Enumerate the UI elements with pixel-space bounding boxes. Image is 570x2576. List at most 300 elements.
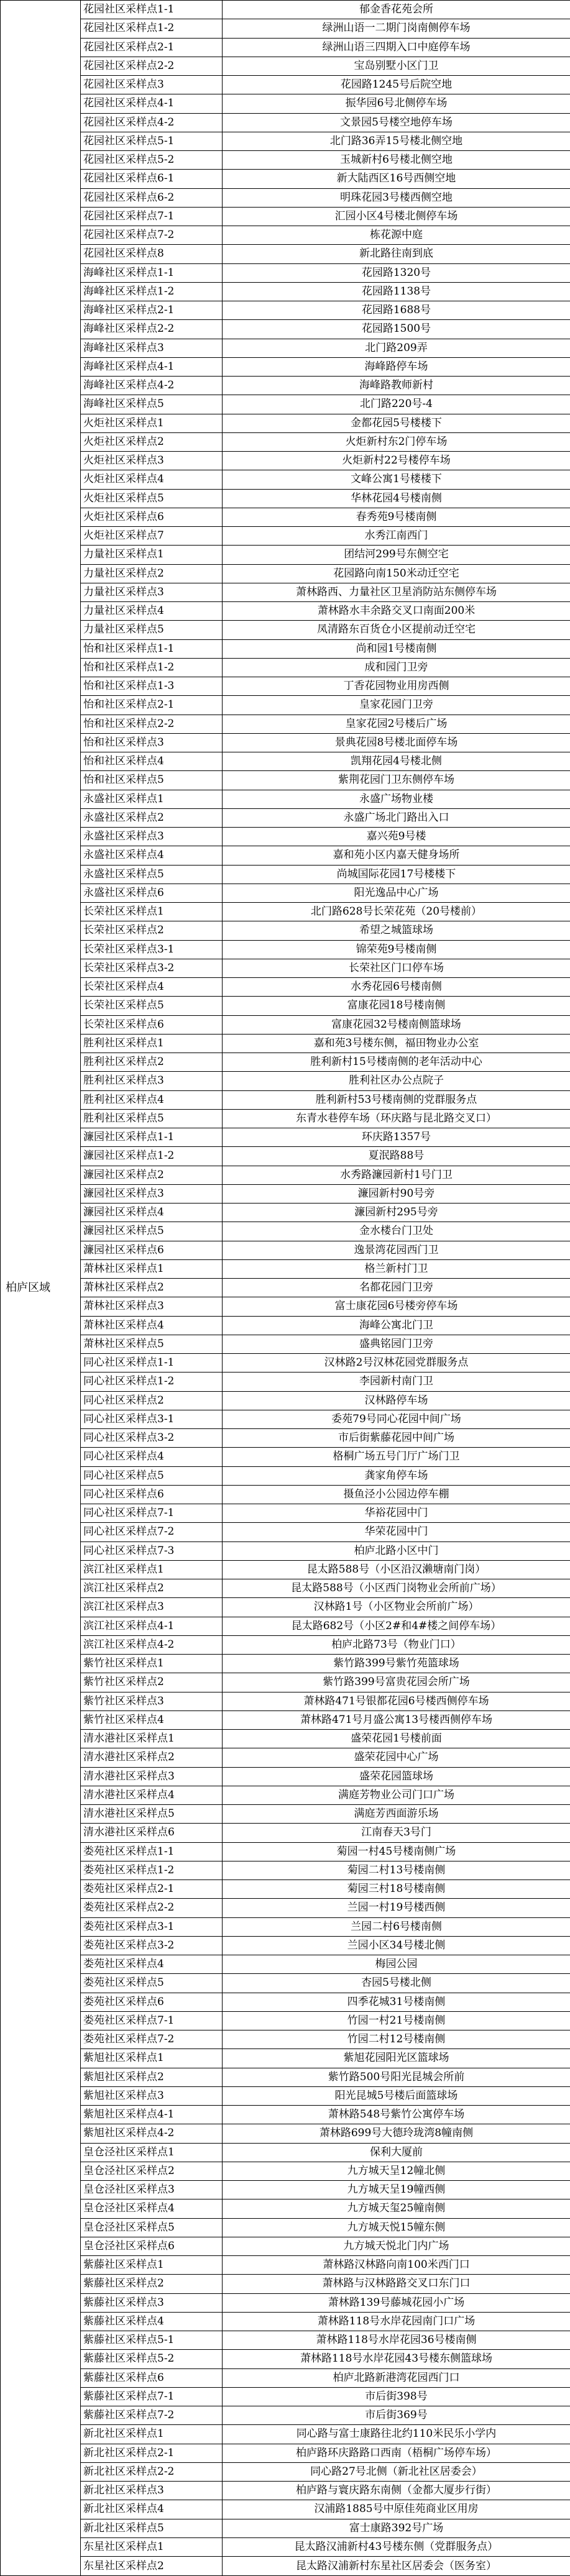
sampling-point-name: 新北社区采样点1 xyxy=(81,2425,223,2444)
table-row xyxy=(1,1259,570,1278)
table-row xyxy=(1,2256,570,2275)
table-row xyxy=(1,1015,570,1034)
table-row xyxy=(1,113,570,132)
sampling-point-name: 花园社区采样点4-1 xyxy=(81,94,223,113)
sampling-point-name: 火炬社区采样点5 xyxy=(81,489,223,508)
sampling-point-name: 长荣社区采样点3-2 xyxy=(81,959,223,977)
table-row xyxy=(1,1673,570,1692)
sampling-point-address: 汉林路2号汉林花园党群服务点 xyxy=(223,1354,570,1372)
sampling-point-address: 摄鱼泾小公园边停车棚 xyxy=(223,1485,570,1504)
table-row xyxy=(1,320,570,339)
table-row xyxy=(1,2237,570,2255)
sampling-point-name: 新北社区采样点5 xyxy=(81,2519,223,2537)
sampling-point-name: 娄苑社区采样点2-2 xyxy=(81,1899,223,1917)
sampling-point-address: 凯翔花园4号楼北侧 xyxy=(223,752,570,771)
table-row xyxy=(1,2199,570,2218)
sampling-point-address: 花园路1688号 xyxy=(223,301,570,320)
sampling-point-address: 紫旭花园阳光区篮球场 xyxy=(223,2049,570,2068)
table-row xyxy=(1,1730,570,1748)
table-row xyxy=(1,1204,570,1222)
sampling-point-name: 清水港社区采样点3 xyxy=(81,1767,223,1786)
table-row xyxy=(1,395,570,414)
sampling-point-name: 皇仓泾社区采样点6 xyxy=(81,2237,223,2255)
table-row xyxy=(1,790,570,808)
table-row xyxy=(1,2519,570,2537)
table-row xyxy=(1,2368,570,2387)
table-row xyxy=(1,1053,570,1072)
sampling-point-name: 紫竹社区采样点4 xyxy=(81,1710,223,1729)
table-row xyxy=(1,1466,570,1485)
sampling-point-name: 怡和社区采样点2-1 xyxy=(81,696,223,715)
table-row xyxy=(1,1899,570,1917)
table-row xyxy=(1,1861,570,1879)
sampling-point-name: 长荣社区采样点1 xyxy=(81,903,223,921)
table-row xyxy=(1,2331,570,2350)
sampling-point-address: 萧林路118号水岸花园36号楼南侧 xyxy=(223,2331,570,2350)
table-row xyxy=(1,2049,570,2068)
table-row xyxy=(1,808,570,827)
sampling-point-address: 东青水巷停车场（环庆路与昆北路交叉口） xyxy=(223,1109,570,1128)
sampling-point-name: 永盛社区采样点6 xyxy=(81,884,223,902)
sampling-point-name: 紫藤社区采样点6 xyxy=(81,2368,223,2387)
sampling-point-address: 花园路1500号 xyxy=(223,320,570,339)
table-row xyxy=(1,301,570,320)
sampling-point-name: 海峰社区采样点1-1 xyxy=(81,263,223,282)
table-row xyxy=(1,2444,570,2462)
sampling-point-name: 紫藤社区采样点5-2 xyxy=(81,2350,223,2368)
sampling-point-address: 柏庐路环庆路路口西南（梧桐广场停车场） xyxy=(223,2444,570,2462)
sampling-point-name: 海峰社区采样点5 xyxy=(81,395,223,414)
table-row xyxy=(1,357,570,376)
sampling-point-address: 环庆路1357号 xyxy=(223,1128,570,1147)
sampling-point-name: 花园社区采样点2-1 xyxy=(81,38,223,57)
table-row xyxy=(1,1034,570,1053)
sampling-point-address: 富康花园32号楼南侧篮球场 xyxy=(223,1015,570,1034)
table-row xyxy=(1,828,570,846)
table-row xyxy=(1,1184,570,1203)
sampling-point-address: 花园路向南150米动迁空宅 xyxy=(223,564,570,583)
sampling-point-address: 永盛广场北门路出入口 xyxy=(223,808,570,827)
sampling-point-name: 同心社区采样点5 xyxy=(81,1466,223,1485)
sampling-point-name: 火炬社区采样点1 xyxy=(81,414,223,432)
sampling-point-address: 海峰路教师新村 xyxy=(223,377,570,395)
sampling-point-address: 萧林路118号水岸花园43号楼东侧篮球场 xyxy=(223,2350,570,2368)
sampling-point-name: 皇仓泾社区采样点5 xyxy=(81,2218,223,2237)
table-row xyxy=(1,1955,570,1974)
sampling-point-address: 丁香花园物业用房西侧 xyxy=(223,677,570,696)
table-row xyxy=(1,1880,570,1899)
sampling-point-name: 滨江社区采样点2 xyxy=(81,1579,223,1598)
sampling-point-name: 紫藤社区采样点2 xyxy=(81,2275,223,2293)
sampling-point-address: 振华园6号北侧停车场 xyxy=(223,94,570,113)
sampling-point-name: 花园社区采样点7-1 xyxy=(81,207,223,226)
sampling-point-name: 紫藤社区采样点3 xyxy=(81,2293,223,2312)
sampling-point-address: 盛典铭园门卫旁 xyxy=(223,1335,570,1353)
sampling-point-address: 汉林路1号（小区物业会所前广场） xyxy=(223,1598,570,1617)
sampling-point-name: 皇仓泾社区采样点3 xyxy=(81,2181,223,2199)
sampling-point-address: 凤清路东百货仓小区提前动迁空宅 xyxy=(223,621,570,639)
sampling-point-address: 萧林路水丰余路交叉口南面200米 xyxy=(223,602,570,621)
table-row xyxy=(1,263,570,282)
sampling-point-name: 新北社区采样点3 xyxy=(81,2482,223,2500)
sampling-point-name: 花园社区采样点1-1 xyxy=(81,1,223,19)
table-row xyxy=(1,1147,570,1166)
sampling-point-name: 海峰社区采样点3 xyxy=(81,339,223,357)
sampling-point-name: 花园社区采样点5-1 xyxy=(81,132,223,150)
sampling-point-name: 紫藤社区采样点5-1 xyxy=(81,2331,223,2350)
sampling-point-name: 紫旭社区采样点4-1 xyxy=(81,2106,223,2124)
sampling-point-address: 萧林路与汉林路路交叉口东门口 xyxy=(223,2275,570,2293)
sampling-point-address: 成和园门卫旁 xyxy=(223,658,570,677)
sampling-point-name: 皇仓泾社区采样点2 xyxy=(81,2162,223,2180)
sampling-point-address: 海峰路停车场 xyxy=(223,357,570,376)
sampling-point-name: 紫竹社区采样点3 xyxy=(81,1692,223,1710)
table-row xyxy=(1,752,570,771)
sampling-point-address: 绿洲山语一二期门岗南侧停车场 xyxy=(223,19,570,38)
table-row xyxy=(1,19,570,38)
sampling-point-address: 九方城天呈12幢北侧 xyxy=(223,2162,570,2180)
sampling-point-address: 满庭芳物业公司门口广场 xyxy=(223,1786,570,1804)
sampling-point-address: 夏泯路88号 xyxy=(223,1147,570,1166)
sampling-point-address: 萧林路139号藤城花园小广场 xyxy=(223,2293,570,2312)
sampling-point-name: 紫旭社区采样点2 xyxy=(81,2068,223,2086)
table-row xyxy=(1,1448,570,1466)
table-row xyxy=(1,470,570,489)
sampling-point-address: 龚家角停车场 xyxy=(223,1466,570,1485)
sampling-point-name: 萧林社区采样点3 xyxy=(81,1297,223,1316)
sampling-point-address: 富士康花园6号楼旁停车场 xyxy=(223,1297,570,1316)
table-row xyxy=(1,2086,570,2105)
table-row xyxy=(1,2124,570,2143)
sampling-point-address: 萧林路548号紫竹公寓停车场 xyxy=(223,2106,570,2124)
table-row xyxy=(1,1617,570,1635)
sampling-point-name: 紫旭社区采样点1 xyxy=(81,2049,223,2068)
sampling-point-name: 花园社区采样点6-2 xyxy=(81,188,223,207)
table-row xyxy=(1,1598,570,1617)
sampling-point-address: 景典花园8号楼北面停车场 xyxy=(223,733,570,752)
sampling-point-address: 锦荣苑9号楼南侧 xyxy=(223,940,570,959)
sampling-point-name: 紫竹社区采样点2 xyxy=(81,1673,223,1692)
sampling-point-name: 力量社区采样点1 xyxy=(81,546,223,564)
sampling-point-name: 海峰社区采样点1-2 xyxy=(81,282,223,301)
sampling-point-name: 花园社区采样点6-1 xyxy=(81,170,223,188)
sampling-point-address: 昆太路588号（小区西门岗物业会所前广场） xyxy=(223,1579,570,1598)
sampling-point-name: 胜利社区采样点4 xyxy=(81,1090,223,1109)
sampling-point-name: 濂园社区采样点1-2 xyxy=(81,1147,223,1166)
table-row xyxy=(1,1241,570,1259)
table-row xyxy=(1,865,570,884)
sampling-point-name: 濂园社区采样点5 xyxy=(81,1222,223,1241)
sampling-point-name: 娄苑社区采样点3-2 xyxy=(81,1936,223,1955)
sampling-point-address: 皇家花园2号楼后广场 xyxy=(223,715,570,733)
sampling-point-address: 菊园三村18号楼南侧 xyxy=(223,1880,570,1899)
table-row xyxy=(1,414,570,432)
sampling-point-name: 紫竹社区采样点1 xyxy=(81,1655,223,1673)
table-body xyxy=(1,1,570,2576)
sampling-point-name: 新北社区采样点2-1 xyxy=(81,2444,223,2462)
sampling-point-name: 滨江社区采样点3 xyxy=(81,1598,223,1617)
table-row xyxy=(1,1316,570,1335)
table-row xyxy=(1,1710,570,1729)
table-row xyxy=(1,188,570,207)
table-row xyxy=(1,639,570,658)
table-row xyxy=(1,846,570,865)
table-row xyxy=(1,2162,570,2180)
table-row xyxy=(1,2143,570,2162)
table-row xyxy=(1,1805,570,1824)
sampling-point-address: 华裕花园中门 xyxy=(223,1504,570,1523)
sampling-point-address: 市后街398号 xyxy=(223,2387,570,2406)
sampling-point-name: 火炬社区采样点4 xyxy=(81,470,223,489)
sampling-point-address: 市后街紫藤花园中间广场 xyxy=(223,1429,570,1448)
sampling-point-address: 逸景湾花园西门卫 xyxy=(223,1241,570,1259)
sampling-point-address: 濂园新村90号旁 xyxy=(223,1184,570,1203)
sampling-point-address: 新大陆西区16号西侧空地 xyxy=(223,170,570,188)
sampling-point-name: 火炬社区采样点2 xyxy=(81,432,223,451)
sampling-point-address: 格兰新村门卫 xyxy=(223,1259,570,1278)
sampling-point-address: 文峰公寓1号楼楼下 xyxy=(223,470,570,489)
sampling-point-name: 同心社区采样点3-2 xyxy=(81,1429,223,1448)
table-row xyxy=(1,2218,570,2237)
sampling-point-name: 长荣社区采样点3-1 xyxy=(81,940,223,959)
sampling-point-name: 皇仓泾社区采样点4 xyxy=(81,2199,223,2218)
sampling-point-address: 昆太路汉浦新村43号楼东侧（党群服务点） xyxy=(223,2537,570,2556)
sampling-point-name: 力量社区采样点5 xyxy=(81,621,223,639)
sampling-point-address: 富士康路392号广场 xyxy=(223,2519,570,2537)
sampling-point-address: 菊园一村45号楼南侧广场 xyxy=(223,1842,570,1861)
sampling-point-address: 柏庐北路新港湾花园西门口 xyxy=(223,2368,570,2387)
sampling-point-address: 濂园新村295号旁 xyxy=(223,1204,570,1222)
sampling-point-name: 清水港社区采样点4 xyxy=(81,1786,223,1804)
sampling-point-address: 花园路1245号后院空地 xyxy=(223,76,570,94)
sampling-point-address: 水秀江南西门 xyxy=(223,527,570,546)
sampling-point-address: 团结河299号东侧空宅 xyxy=(223,546,570,564)
table-row xyxy=(1,884,570,902)
sampling-point-address: 富康花园18号楼南侧 xyxy=(223,997,570,1015)
table-row xyxy=(1,1504,570,1523)
sampling-point-name: 长荣社区采样点5 xyxy=(81,997,223,1015)
sampling-point-address: 嘉兴苑9号楼 xyxy=(223,828,570,846)
sampling-point-address: 名都花园门卫旁 xyxy=(223,1279,570,1297)
sampling-point-address: 四季花城31号楼南侧 xyxy=(223,1993,570,2011)
sampling-point-name: 怡和社区采样点4 xyxy=(81,752,223,771)
sampling-point-name: 长荣社区采样点6 xyxy=(81,1015,223,1034)
sampling-point-name: 火炬社区采样点3 xyxy=(81,452,223,470)
sampling-point-name: 永盛社区采样点1 xyxy=(81,790,223,808)
sampling-point-address: 宝岛别墅小区门卫 xyxy=(223,57,570,75)
sampling-point-address: 文景园5号楼空地停车场 xyxy=(223,113,570,132)
table-row xyxy=(1,1,570,19)
sampling-point-name: 紫藤社区采样点7-2 xyxy=(81,2406,223,2425)
table-row xyxy=(1,1748,570,1767)
table-row xyxy=(1,602,570,621)
sampling-point-address: 阳光昆城5号楼后面篮球场 xyxy=(223,2086,570,2105)
sampling-point-address: 萧林路471号月盛公寓13号楼西侧停车场 xyxy=(223,1710,570,1729)
sampling-point-name: 力量社区采样点2 xyxy=(81,564,223,583)
sampling-point-name: 紫旭社区采样点3 xyxy=(81,2086,223,2105)
sampling-point-address: 汉林路停车场 xyxy=(223,1391,570,1410)
table-row xyxy=(1,564,570,583)
table-row xyxy=(1,1335,570,1353)
table-row xyxy=(1,2030,570,2049)
table-row xyxy=(1,978,570,997)
sampling-point-name: 海峰社区采样点4-2 xyxy=(81,377,223,395)
sampling-point-address: 皇家花园门卫旁 xyxy=(223,696,570,715)
sampling-point-name: 海峰社区采样点2-2 xyxy=(81,320,223,339)
sampling-point-name: 东星社区采样点2 xyxy=(81,2557,223,2576)
table-row xyxy=(1,2462,570,2481)
sampling-point-address: 市后街369号 xyxy=(223,2406,570,2425)
sampling-point-address: 嘉和苑3号楼东侧，福田物业办公室 xyxy=(223,1034,570,1053)
sampling-point-address: 华林花园4号楼南侧 xyxy=(223,489,570,508)
sampling-point-name: 萧林社区采样点5 xyxy=(81,1335,223,1353)
sampling-point-address: 胜利新村53号楼南侧的党群服务点 xyxy=(223,1090,570,1109)
table-row xyxy=(1,339,570,357)
sampling-point-name: 萧林社区采样点1 xyxy=(81,1259,223,1278)
sampling-point-name: 娄苑社区采样点7-1 xyxy=(81,2011,223,2030)
sampling-point-address: 希望之城篮球场 xyxy=(223,921,570,940)
sampling-point-name: 新北社区采样点2-2 xyxy=(81,2462,223,2481)
region-label: 柏庐区域 xyxy=(1,1,81,2576)
sampling-point-address: 阳光逸品中心广场 xyxy=(223,884,570,902)
sampling-point-name: 怡和社区采样点2-2 xyxy=(81,715,223,733)
table-row xyxy=(1,2482,570,2500)
table-row xyxy=(1,2106,570,2124)
sampling-point-name: 怡和社区采样点1-3 xyxy=(81,677,223,696)
sampling-point-address: 北门路209弄 xyxy=(223,339,570,357)
sampling-point-name: 同心社区采样点7-2 xyxy=(81,1523,223,1541)
sampling-point-name: 花园社区采样点5-2 xyxy=(81,151,223,170)
table-row xyxy=(1,1541,570,1560)
table-row xyxy=(1,2312,570,2331)
sampling-point-address: 北门路628号长荣花苑（20号楼前） xyxy=(223,903,570,921)
sampling-point-name: 海峰社区采样点4-1 xyxy=(81,357,223,376)
table-row xyxy=(1,151,570,170)
table-row xyxy=(1,207,570,226)
sampling-point-name: 长荣社区采样点4 xyxy=(81,978,223,997)
sampling-point-name: 花园社区采样点1-2 xyxy=(81,19,223,38)
table-row xyxy=(1,696,570,715)
table-row xyxy=(1,1354,570,1372)
sampling-point-address: 尚城国际花园17号楼楼下 xyxy=(223,865,570,884)
sampling-point-name: 萧林社区采样点4 xyxy=(81,1316,223,1335)
sampling-point-name: 胜利社区采样点2 xyxy=(81,1053,223,1072)
sampling-point-name: 同心社区采样点3-1 xyxy=(81,1410,223,1428)
table-row xyxy=(1,489,570,508)
table-row xyxy=(1,2011,570,2030)
sampling-point-address: 郁金香花苑会所 xyxy=(223,1,570,19)
sampling-point-name: 怡和社区采样点5 xyxy=(81,771,223,790)
sampling-point-name: 濂园社区采样点1-1 xyxy=(81,1128,223,1147)
table-row xyxy=(1,1692,570,1710)
sampling-point-name: 同心社区采样点2 xyxy=(81,1391,223,1410)
sampling-point-address: 水秀路濂园新村1号门卫 xyxy=(223,1166,570,1184)
sampling-point-address: 兰园小区34号楼北侧 xyxy=(223,1936,570,1955)
table-row xyxy=(1,2425,570,2444)
sampling-point-name: 花园社区采样点4-2 xyxy=(81,113,223,132)
table-row xyxy=(1,1128,570,1147)
sampling-point-name: 永盛社区采样点3 xyxy=(81,828,223,846)
sampling-point-address: 永盛广场物业楼 xyxy=(223,790,570,808)
sampling-point-address: 金都花园5号楼楼下 xyxy=(223,414,570,432)
table-row xyxy=(1,2537,570,2556)
table-row xyxy=(1,1279,570,1297)
table-row xyxy=(1,94,570,113)
table-row xyxy=(1,1523,570,1541)
sampling-point-address: 九方城天呈19幢西侧 xyxy=(223,2181,570,2199)
table-row xyxy=(1,2500,570,2519)
table-row xyxy=(1,771,570,790)
sampling-point-name: 清水港社区采样点2 xyxy=(81,1748,223,1767)
table-row xyxy=(1,2275,570,2293)
sampling-point-address: 盛荣花园篮球场 xyxy=(223,1767,570,1786)
sampling-point-address: 同心路与富士康路往北约110米民乐小学内 xyxy=(223,2425,570,2444)
sampling-point-address: 长荣社区门口停车场 xyxy=(223,959,570,977)
sampling-point-name: 娄苑社区采样点4 xyxy=(81,1955,223,1974)
sampling-point-address: 海峰公寓北门卫 xyxy=(223,1316,570,1335)
sampling-point-name: 火炬社区采样点7 xyxy=(81,527,223,546)
sampling-point-name: 娄苑社区采样点7-2 xyxy=(81,2030,223,2049)
sampling-point-address: 紫竹路399号紫竹苑篮球场 xyxy=(223,1655,570,1673)
sampling-point-name: 娄苑社区采样点2-1 xyxy=(81,1880,223,1899)
sampling-point-address: 梅园公园 xyxy=(223,1955,570,1974)
sampling-point-address: 同心路27号北侧（新北社区居委会） xyxy=(223,2462,570,2481)
table-row xyxy=(1,1391,570,1410)
table-row xyxy=(1,715,570,733)
table-row xyxy=(1,57,570,75)
table-row xyxy=(1,1072,570,1090)
sampling-point-name: 清水港社区采样点1 xyxy=(81,1730,223,1748)
sampling-point-name: 同心社区采样点7-1 xyxy=(81,1504,223,1523)
sampling-point-address: 汇园小区4号楼北侧停车场 xyxy=(223,207,570,226)
table-row xyxy=(1,452,570,470)
sampling-point-address: 胜利社区办公点院子 xyxy=(223,1072,570,1090)
table-row xyxy=(1,1767,570,1786)
table-row xyxy=(1,2557,570,2576)
sampling-point-name: 紫藤社区采样点7-1 xyxy=(81,2387,223,2406)
table-row xyxy=(1,2387,570,2406)
sampling-point-name: 花园社区采样点8 xyxy=(81,245,223,263)
table-row xyxy=(1,170,570,188)
table-row xyxy=(1,997,570,1015)
sampling-point-name: 濂园社区采样点2 xyxy=(81,1166,223,1184)
sampling-point-address: 花园路1320号 xyxy=(223,263,570,282)
sampling-point-address: 火炬新村22号楼停车场 xyxy=(223,452,570,470)
sampling-point-name: 永盛社区采样点4 xyxy=(81,846,223,865)
sampling-point-address: 萧林路699号大德玲珑湾8幢南侧 xyxy=(223,2124,570,2143)
sampling-point-name: 娄苑社区采样点5 xyxy=(81,1974,223,1993)
sampling-point-address: 九方城天悦北门内广场 xyxy=(223,2237,570,2255)
table-row xyxy=(1,1372,570,1391)
sampling-point-name: 娄苑社区采样点6 xyxy=(81,1993,223,2011)
table-row xyxy=(1,921,570,940)
table-row xyxy=(1,1786,570,1804)
table-row xyxy=(1,2293,570,2312)
sampling-point-name: 海峰社区采样点2-1 xyxy=(81,301,223,320)
sampling-point-address: 尚和园1号楼南侧 xyxy=(223,639,570,658)
table-row xyxy=(1,1166,570,1184)
sampling-point-name: 东星社区采样点1 xyxy=(81,2537,223,2556)
sampling-point-address: 萧林路118号水岸花园南门口广场 xyxy=(223,2312,570,2331)
sampling-point-address: 紫竹路399号富贵花园会所广场 xyxy=(223,1673,570,1692)
sampling-point-name: 滨江社区采样点4-1 xyxy=(81,1617,223,1635)
sampling-point-address: 菊园二村13号楼南侧 xyxy=(223,1861,570,1879)
sampling-point-name: 永盛社区采样点5 xyxy=(81,865,223,884)
sampling-point-address: 汉浦路1885号中原佳苑商业区用房 xyxy=(223,2500,570,2519)
table-row xyxy=(1,226,570,245)
table-row xyxy=(1,1297,570,1316)
sampling-point-address: 萧林路西、力量社区卫星消防站东侧停车场 xyxy=(223,583,570,601)
